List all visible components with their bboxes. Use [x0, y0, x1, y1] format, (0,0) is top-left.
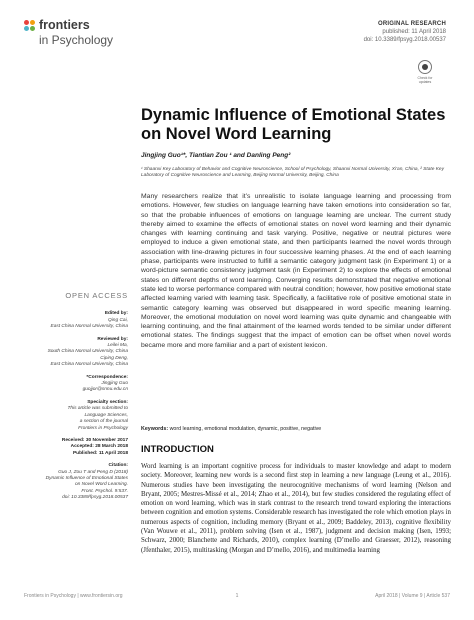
frontiers-logo-mark [24, 20, 37, 33]
specialty-line-4: Frontiers in Psychology [78, 425, 128, 431]
article-type: ORIGINAL RESEARCH [378, 21, 446, 27]
specialty-section-heading: Specialty section: [87, 399, 128, 405]
accepted-date: Accepted: 28 March 2018 [70, 444, 128, 450]
reviewed-by-heading: Reviewed by: [97, 336, 128, 342]
editor-affiliation: East China Normal University, China [50, 324, 128, 330]
footer-page-number: 1 [235, 593, 239, 599]
published-line: published: 11 April 2018 [382, 29, 446, 35]
author-list: Jingjing Guo¹*, Tiantian Zou ¹ and Danling Peng² [141, 152, 291, 159]
doi-line[interactable]: doi: 10.3389/fpsyg.2018.00537 [363, 37, 446, 43]
correspondence-name: Jingjing Guo [101, 381, 128, 387]
specialty-line-3: a section of the journal [79, 419, 128, 425]
affiliations: ¹ Shaanxi Key Laboratory of Behavior and Cognitive Neuroscience, School of Psychology, Shaanxi Normal University, Xi’an, China, ² State Key Laboratory of Cognitive Neuroscience and Learning, Beijing Normal University, Beijing, China [141, 167, 444, 179]
keywords-list: word learning, emotional modulation, dynamic, positive, negative [169, 426, 322, 432]
introduction-text: Word learning is an important cognitive process for individuals to master knowledge and adapt to modern society. Moreover, learning new words is a second first step in learning a new language (Leung et al., 2016). Numerous studies have been investigating the neurocognitive mechanisms of word learning (Nelson and Bryant, 2005; Mestres-Missé et al., 2014; Zhao et al., 2014), but few studies considered the regulating effect of emotion on word learning, which was in stark contrast to the research trend toward exploring the interactions between cognition and emotion systems. Considerable research has investigated the role which emotion plays in numerous aspects of cognition, including memory (Bryant et al., 2009; Baddeley, 2013), cognitive flexibility (Van Wouwe et al., 2011), problem solving (Isen et al., 1987), judgment and decision making (Isen, 1993; Schwarz, 2000; Blanchette and Richards, 2010), complex learning (D’mello and Graesser, 2012), reasoning (Jfenthaler, 2015), multitasking (Morgan and D’mello, 2016), and multimedia learning [141, 463, 451, 554]
reviewer-2-affiliation: East China Normal University, China [50, 362, 128, 368]
abstract: Many researchers realize that it’s unrealistic to isolate language learning and processing from emotions. However, few studies on language learning have taken emotions into consideration so far, so that the probable influences of emotions on language learning are unclear. The current study thereby aimed to examine the effects of emotional states on novel word learning and their dynamic changes with learning continuing and task varying. Positive, negative or neutral pictures were employed to induce a given emotional state, and then participants learned the novel words through association with line-drawing pictures in four successive learning phases. At the end of each learning phase, participants were instructed to fulfill a semantic category judgment task (in Experiment 1) or a word-picture semantic consistency judgment task (in Experiment 2) to explore the effects of emotional states on different depths of word learning. Converging results demonstrated that negative emotional state led to worse performance compared with neutral condition; however, how positive emotional state affected learning varied with learning task. Specifically, a facilitative role of positive emotional state in semantic category learning was observed but disappeared in word specific meaning learning. Moreover, the emotional modulation on novel word learning was quite dynamic and changeable with learning continuing, and the final attainment of the learned words tended to be similar under different emotional states. The findings suggest that the impact of emotion can be offset when novel words became more and more familiar and a part of existent lexicon. [141, 193, 451, 349]
frontiers-logo[interactable] [24, 20, 144, 54]
article-sidebar [24, 293, 128, 508]
correspondence-email[interactable]: guojjor@snnu.edu.cn [82, 387, 128, 393]
brand-subtitle: in Psychology [39, 33, 114, 47]
section-heading-introduction: INTRODUCTION [141, 444, 214, 455]
citation-line-5[interactable]: doi: 10.3389/fpsyg.2018.00537 [62, 495, 128, 501]
reviewer-1-affiliation: South China Normal University, China [47, 349, 128, 355]
citation-line-4: Front. Psychol. 9:537. [81, 488, 128, 494]
correspondence-heading: *Correspondence: [86, 374, 128, 380]
brand-name: frontiers [39, 18, 90, 32]
citation-line-2: Dynamic Influence of Emotional States [45, 475, 128, 481]
footer-volume: April 2018 | Volume 9 | Article 537 [375, 593, 450, 599]
open-access-label: OPEN ACCESS [65, 291, 128, 300]
citation-line-3: on Novel Word Learning. [74, 482, 128, 488]
logo-dot-red [24, 20, 29, 25]
reviewer-1-name: Leilei Ma, [107, 343, 128, 349]
specialty-line-1: This article was submitted to [67, 406, 128, 412]
check-for-updates-label: Check for updates [417, 76, 433, 84]
edited-by-heading: Edited by: [104, 311, 128, 317]
footer-journal[interactable]: Frontiers in Psychology | www.frontiersin.org [24, 593, 123, 599]
logo-dot-blue [24, 26, 29, 31]
keywords [141, 426, 451, 432]
paper-title: Dynamic Influence of Emotional States on Novel Word Learning [141, 106, 446, 143]
specialty-line-2: Language Sciences, [84, 412, 128, 418]
article-meta [364, 20, 446, 44]
reviewer-2-name: Ciping Deng, [100, 355, 128, 361]
keywords-label: Keywords: [141, 426, 169, 432]
received-date: Received: 30 November 2017 [61, 437, 128, 443]
citation-heading: Citation: [108, 463, 128, 469]
editor-name: Qing Cai, [108, 317, 128, 323]
logo-dot-orange [30, 20, 35, 25]
citation-line-1: Guo J, Zou T and Peng D (2018) [58, 469, 128, 475]
logo-dot-green [30, 26, 35, 31]
check-for-updates-icon[interactable] [418, 60, 432, 74]
published-date: Published: 11 April 2018 [72, 450, 128, 456]
